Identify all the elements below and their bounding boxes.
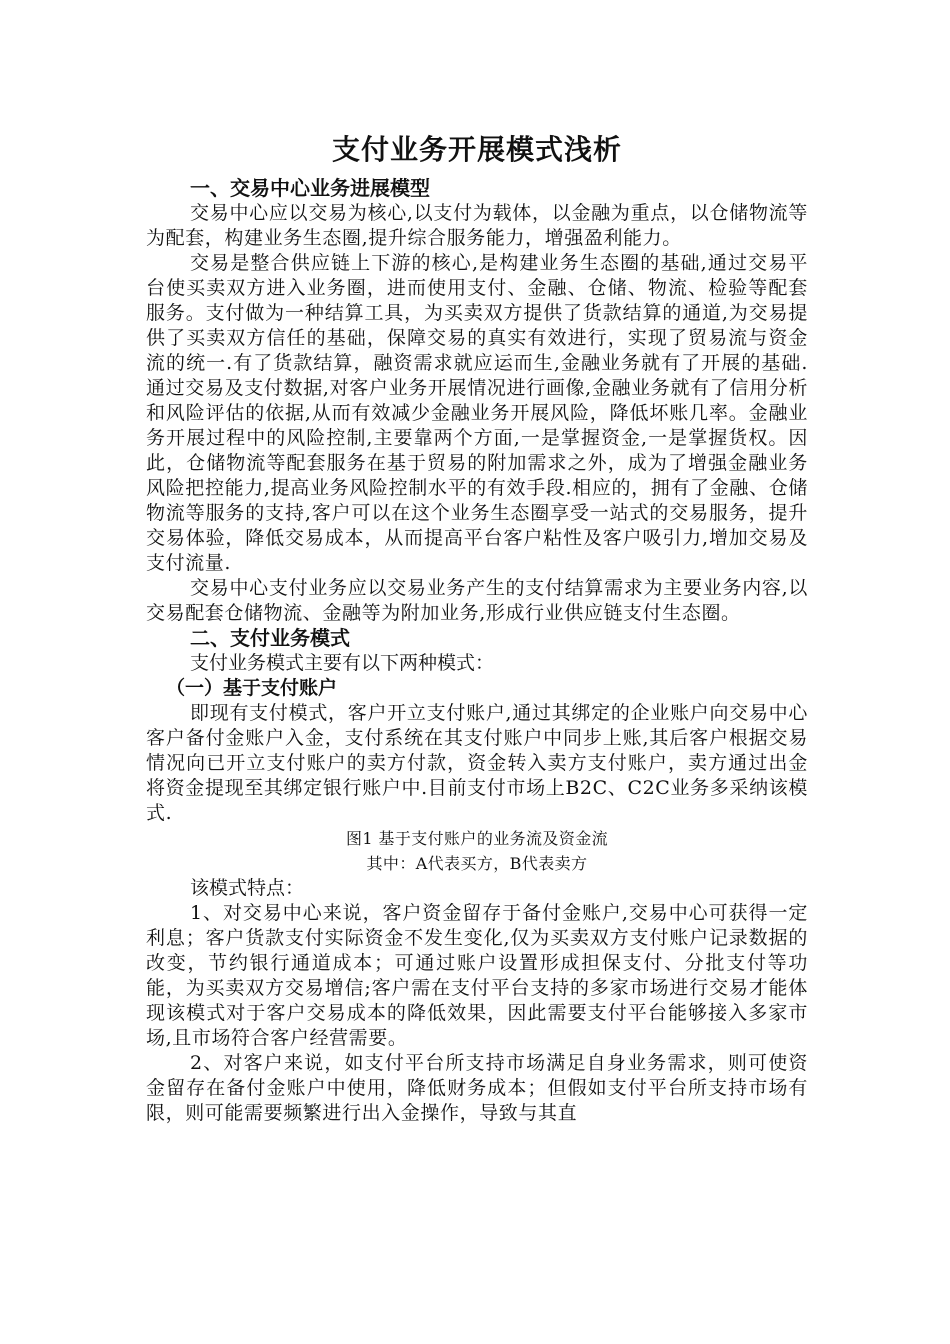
section-1-paragraph-1: 交易中心应以交易为核心,以支付为载体，以金融为重点，以仓储物流等为配套，构建业务生态圈,提升综合服务能力，增强盈利能力。 (146, 202, 808, 249)
section-1-paragraph-2: 交易是整合供应链上下游的核心,是构建业务生态圈的基础,通过交易平台使买卖双方进入业务圈，进而使用支付、金融、仓储、物流、检验等配套服务。支付做为一种结算工具，为买卖双方提供了货款结算的通道,为交易提供了买卖双方信任的基础，保障交易的真实有效进行，实现了贸易流与资金流的统一.有了货款结算，融资需求就应运而生,金融业务就有了开展的基础.通过交易及支付数据,对客户业务开展情况进行画像,金融业务就有了信用分析和风险评估的依据,从而有效减少金融业务开展风险，降低坏账几率。金融业务开展过程中的风险控制,主要靠两个方面,一是掌握资金,一是掌握货权。因此，仓储物流等配套服务在基于贸易的附加需求之外，成为了增强金融业务风险把控能力,提高业务风险控制水平的有效手段.相应的，拥有了金融、仓储物流等服务的支持,客户可以在这个业务生态圈享受一站式的交易服务，提升交易体验，降低交易成本，从而提高平台客户粘性及客户吸引力,增加交易及支付流量. (146, 252, 808, 574)
features-lead: 该模式特点： (190, 877, 305, 899)
figure-caption: 图1 基于支付账户的业务流及资金流 (345, 829, 609, 848)
section-2-intro: 支付业务模式主要有以下两种模式： (190, 652, 495, 674)
document-page (146, 128, 808, 1126)
document-title: 支付业务开展模式浅析 (331, 133, 622, 166)
section-1-paragraph-3: 交易中心支付业务应以交易业务产生的支付结算需求为主要业务内容,以交易配套仓储物流、金融等为附加业务,形成行业供应链支付生态圈。 (146, 577, 808, 624)
feature-1-paragraph: 1、对交易中心来说，客户资金留存于备付金账户,交易中心可获得一定利息；客户货款支付实际资金不发生变化,仅为买卖双方支付账户记录数据的改变，节约银行通道成本；可通过账户设置形成担保支付、分批支付等功能，为买卖双方交易增信;客户需在支付平台支持的多家市场进行交易才能体现该模式对于客户交易成本的降低效果，因此需要支付平台能够接入多家市场,且市场符合客户经营需要。 (146, 902, 808, 1049)
subsection-1-heading: （一）基于支付账户 (166, 677, 338, 699)
section-2-heading: 二、支付业务模式 (190, 626, 350, 650)
section-1-heading: 一、交易中心业务进展模型 (190, 176, 430, 200)
feature-2-paragraph: 2、对客户来说，如支付平台所支持市场满足自身业务需求，则可使资金留存在备付金账户中使用，降低财务成本；但假如支付平台所支持市场有限，则可能需要频繁进行出入金操作，导致与其直 (146, 1052, 808, 1124)
subsection-1-paragraph: 即现有支付模式，客户开立支付账户,通过其绑定的企业账户向交易中心客户备付金账户入金，支付系统在其支付账户中同步上账,其后客户根据交易情况向已开立支付账户的卖方付款，资金转入卖方支付账户，卖方通过出金将资金提现至其绑定银行账户中.目前支付市场上B2C、C2C业务多采纳该模式. (146, 702, 808, 824)
figure-note: 其中：A代表买方，B代表卖方 (366, 854, 588, 873)
